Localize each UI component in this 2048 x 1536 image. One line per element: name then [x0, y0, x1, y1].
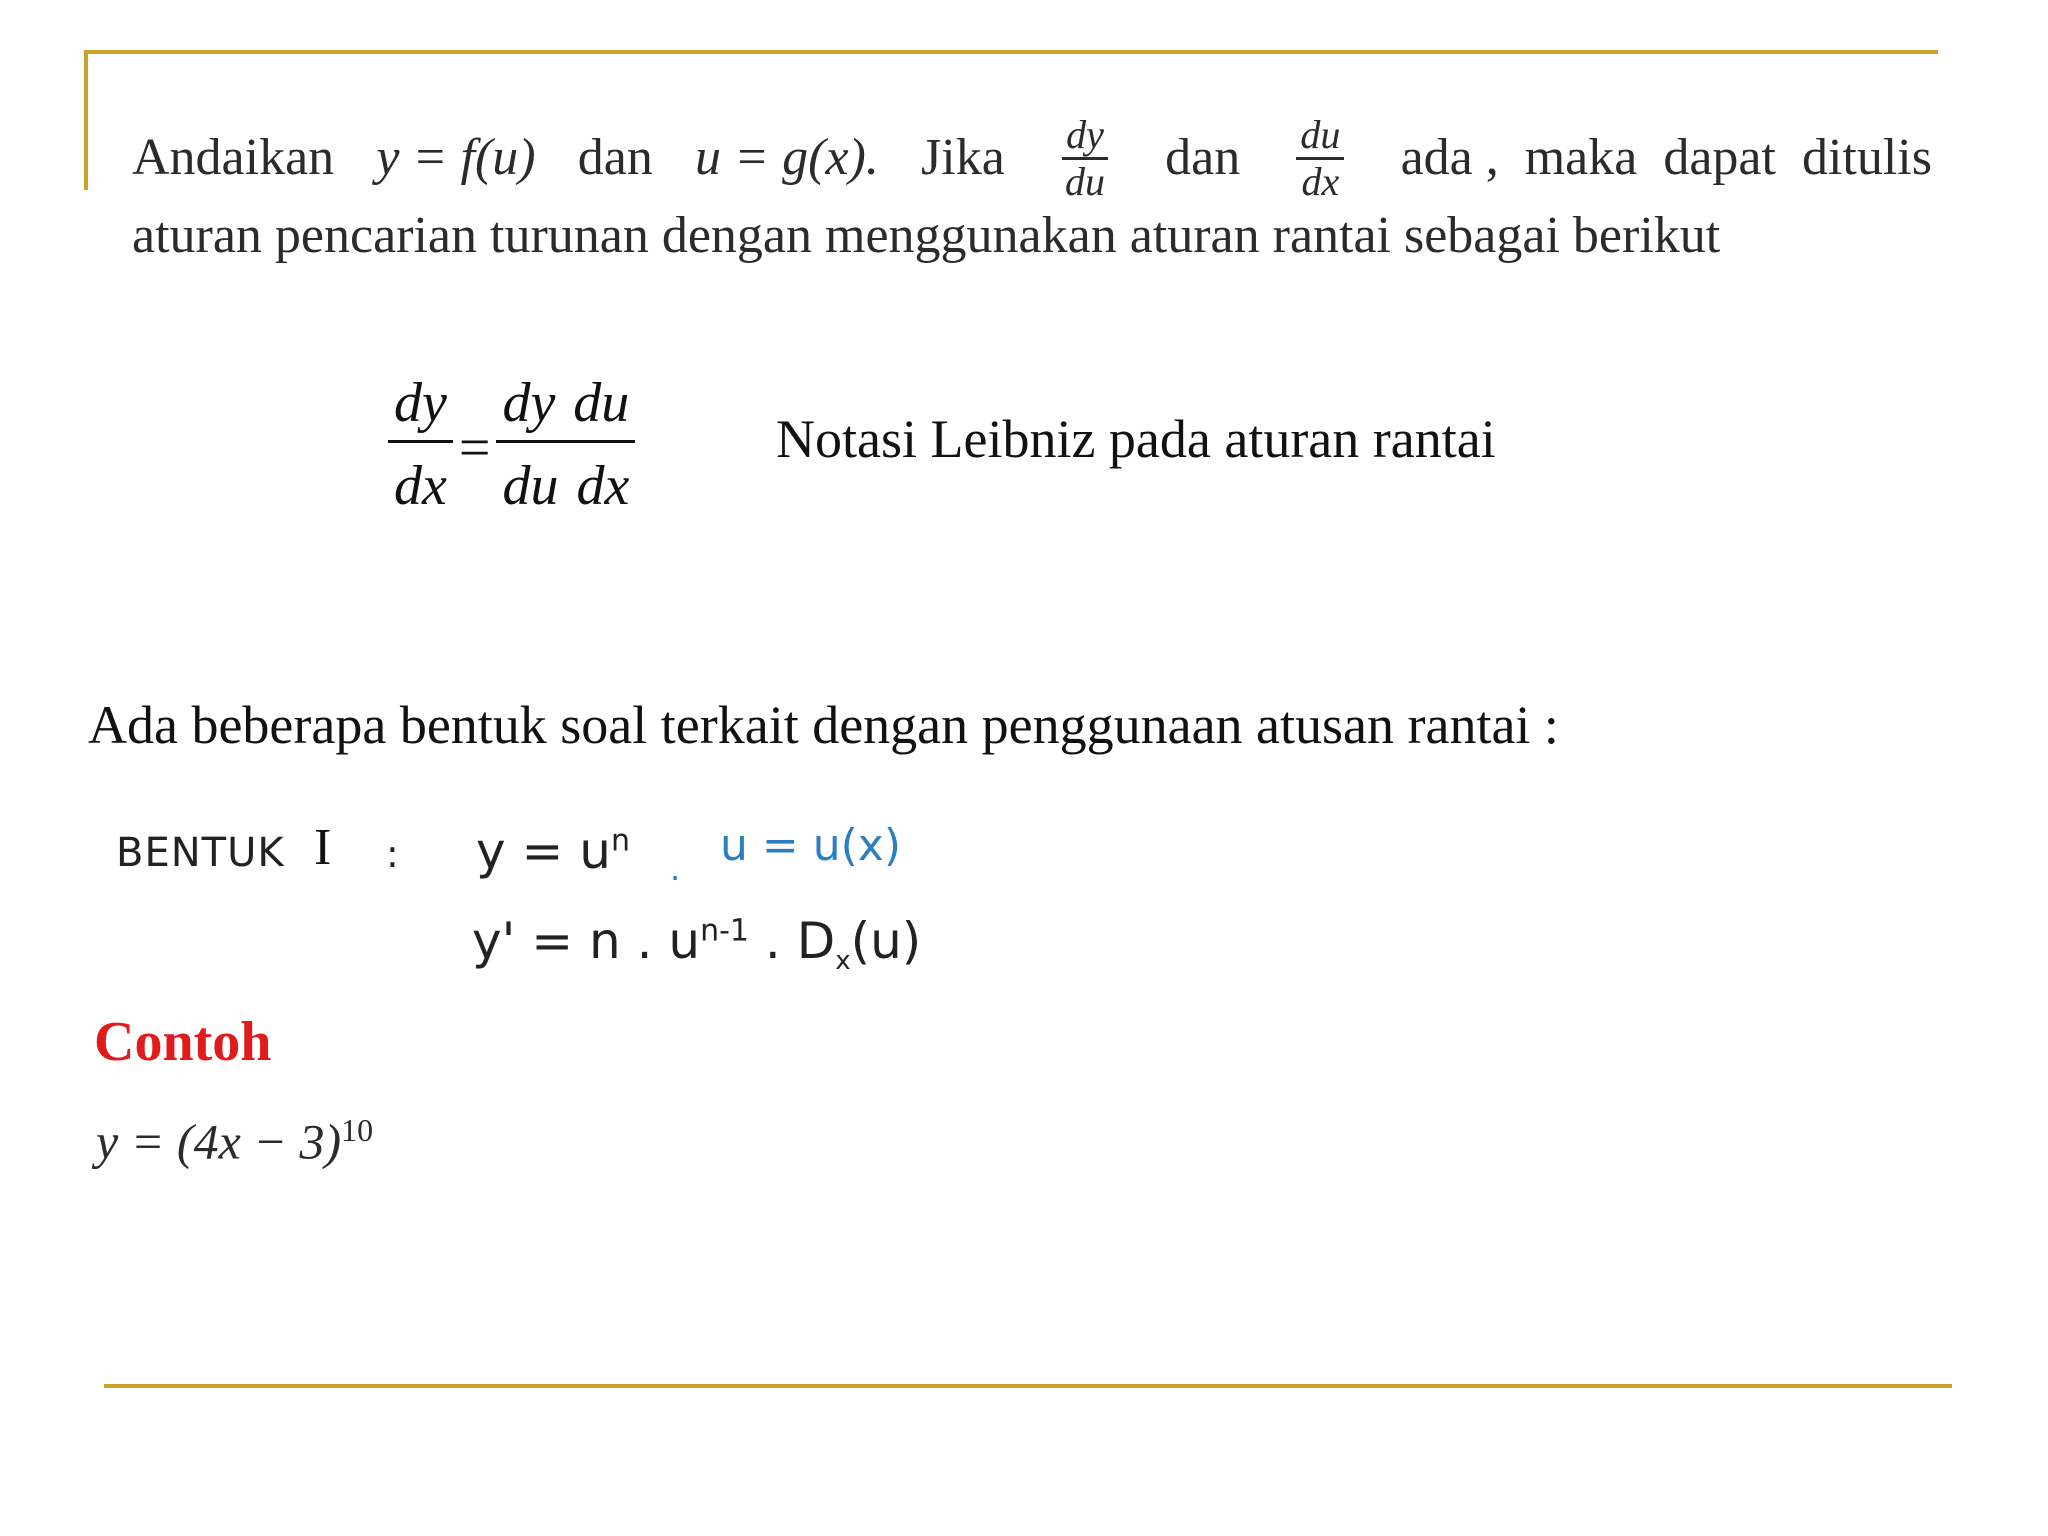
formula-2-part-b: . D — [749, 912, 836, 970]
formula-2-part-a: y' = n . u — [472, 912, 701, 970]
contoh-expression — [96, 1112, 373, 1171]
leibniz-equals: = — [458, 416, 491, 479]
leibniz-caption: Notasi Leibniz pada aturan rantai — [776, 409, 1496, 469]
fraction-du-dx-denominator: dx — [1301, 158, 1340, 204]
word-dan-1: dan — [577, 129, 653, 186]
forms-intro-text: Ada beberapa bentuk soal terkait dengan penggunaan atusan rantai : — [88, 695, 1559, 755]
leibniz-lhs-denominator: dx — [394, 455, 447, 517]
contoh-heading: Contoh — [94, 1011, 272, 1073]
bottom-rule — [104, 1384, 1952, 1388]
formula-1-exponent: n — [610, 823, 630, 859]
expr-y-f-u: y = f(u) — [376, 129, 536, 186]
leibniz-rhs-numerator: dy du — [496, 366, 635, 443]
formula-2-subscript: x — [835, 946, 851, 976]
word-andaikan: Andaikan — [132, 129, 335, 186]
contoh-expression-base: y = (4x − 3) — [96, 1113, 342, 1170]
fraction-du-dx — [1296, 113, 1344, 204]
leibniz-rhs-denominator: du dx — [502, 455, 630, 517]
bentuk-formula-1 — [476, 822, 630, 880]
intro-line-1 — [132, 111, 1932, 204]
bentuk-roman-numeral: I — [314, 819, 332, 876]
intro-paragraph — [132, 111, 1932, 270]
fraction-du-dx-numerator: du — [1296, 113, 1344, 160]
fraction-dy-du — [1061, 113, 1109, 204]
leibniz-lhs-fraction — [388, 366, 453, 529]
formula-2-exponent: n-1 — [700, 913, 750, 949]
formula-1-base: y = u — [476, 822, 611, 880]
formula-2-part-c: (u) — [850, 912, 922, 970]
leibniz-lhs-numerator: dy — [388, 366, 453, 443]
left-rule — [84, 50, 88, 190]
expr-u-g-x: u = g(x). — [695, 129, 879, 186]
word-dan-2: dan — [1165, 129, 1241, 186]
leibniz-rhs-fraction — [496, 366, 635, 529]
contoh-expression-exponent: 10 — [341, 1112, 374, 1148]
leibniz-formula — [388, 366, 635, 529]
bentuk-u-definition: u = u(x) — [720, 820, 901, 871]
intro-line-1-rest: ada , maka dapat ditulis — [1400, 129, 1932, 186]
bentuk-colon: : — [386, 832, 399, 876]
intro-line-2: aturan pencarian turunan dengan menggunakan aturan rantai sebagai berikut — [132, 207, 1721, 264]
top-rule — [84, 50, 1938, 54]
fraction-dy-du-denominator: du — [1064, 158, 1105, 204]
bentuk-separator: . — [670, 850, 681, 888]
word-jika: Jika — [921, 129, 1005, 186]
bentuk-formula-2 — [472, 912, 921, 976]
bentuk-label: BENTUK — [116, 830, 285, 876]
fraction-dy-du-numerator: dy — [1062, 113, 1108, 160]
